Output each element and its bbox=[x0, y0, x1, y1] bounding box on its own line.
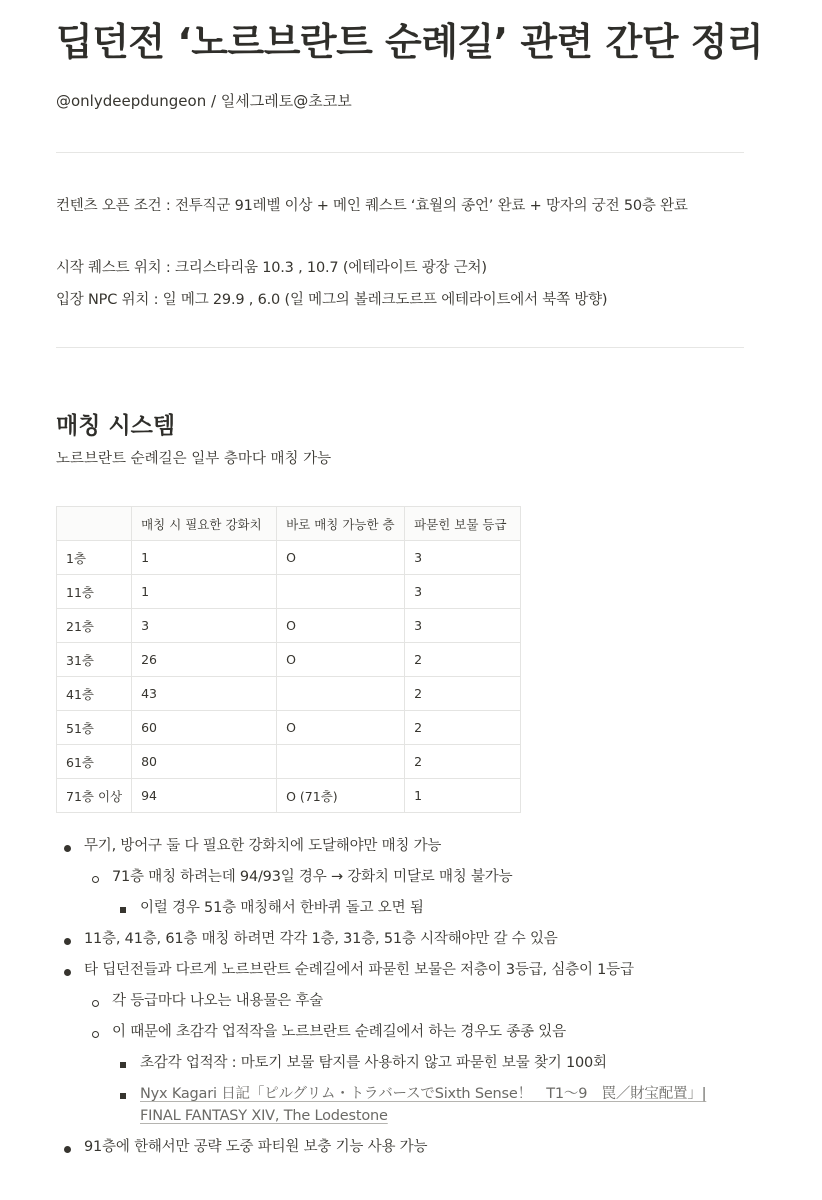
table-cell: 3 bbox=[405, 541, 521, 575]
circle-bullet-icon bbox=[92, 876, 99, 883]
table-cell: 26 bbox=[132, 643, 277, 677]
circle-bullet-icon bbox=[92, 1031, 99, 1038]
table-cell bbox=[277, 575, 405, 609]
table-cell: 3 bbox=[132, 609, 277, 643]
bullet-icon bbox=[64, 845, 71, 852]
list-item-text: 이 때문에 초감각 업적작을 노르브란트 순례길에서 하는 경우도 종종 있음 bbox=[112, 1024, 566, 1040]
table-row bbox=[57, 541, 521, 575]
table-cell bbox=[277, 677, 405, 711]
square-bullet-icon bbox=[120, 1062, 126, 1068]
table-header-cell: 파묻힌 보물 등급 bbox=[405, 507, 521, 541]
table-cell: 60 bbox=[132, 711, 277, 745]
table-cell: 3 bbox=[405, 609, 521, 643]
table-cell: 1 bbox=[405, 779, 521, 813]
document-page bbox=[56, 0, 764, 1163]
divider bbox=[56, 152, 744, 153]
floor-cell: 21층 bbox=[57, 609, 132, 643]
square-bullet-icon bbox=[120, 907, 126, 913]
table-cell: 2 bbox=[405, 643, 521, 677]
floor-cell: 61층 bbox=[57, 745, 132, 779]
section-subtitle: 노르브란트 순례길은 일부 층마다 매칭 가능 bbox=[56, 451, 332, 467]
table-cell: 2 bbox=[405, 745, 521, 779]
list-item bbox=[56, 1079, 744, 1132]
list-item-text: 각 등급마다 나오는 내용물은 후술 bbox=[112, 993, 323, 1009]
table-row bbox=[57, 575, 521, 609]
floor-cell: 71층 이상 bbox=[57, 779, 132, 813]
list-item bbox=[56, 986, 744, 1017]
floor-cell: 11층 bbox=[57, 575, 132, 609]
table-row bbox=[57, 677, 521, 711]
list-item bbox=[56, 862, 744, 924]
floor-cell: 31층 bbox=[57, 643, 132, 677]
table-header-row bbox=[57, 507, 521, 541]
table-cell: 94 bbox=[132, 779, 277, 813]
circle-bullet-icon bbox=[92, 1000, 99, 1007]
page-title: 딥던전 ‘노르브란트 순례길’ 관련 간단 정리 bbox=[56, 20, 764, 64]
floor-cell: 1층 bbox=[57, 541, 132, 575]
open-condition-text: 컨텐츠 오픈 조건 : 전투직군 91레벨 이상 + 메인 퀘스트 ‘효월의 종언’ 완료 + 망자의 궁전 50층 완료 bbox=[56, 198, 688, 214]
author-line: @onlydeepdungeon / 일세그레토@초코보 bbox=[56, 92, 352, 110]
table-row bbox=[57, 711, 521, 745]
square-bullet-icon bbox=[120, 1093, 126, 1099]
list-item-text: 11층, 41층, 61층 매칭 하려면 각각 1층, 31층, 51층 시작해야만 갈 수 있음 bbox=[84, 931, 558, 947]
table-header-cell: 바로 매칭 가능한 층 bbox=[277, 507, 405, 541]
table-cell: 3 bbox=[405, 575, 521, 609]
table-cell: 2 bbox=[405, 711, 521, 745]
table-cell: O bbox=[277, 711, 405, 745]
divider bbox=[56, 347, 744, 348]
table-cell: 43 bbox=[132, 677, 277, 711]
table-row bbox=[57, 609, 521, 643]
bullet-icon bbox=[64, 1146, 71, 1153]
table-cell: O (71층) bbox=[277, 779, 405, 813]
table-header-cell: 매칭 시 필요한 강화치 bbox=[132, 507, 277, 541]
list-item bbox=[56, 1048, 744, 1079]
npc-location-text: 입장 NPC 위치 : 일 메그 29.9 , 6.0 (일 메그의 볼레크도르프 에테라이트에서 북쪽 방향) bbox=[56, 292, 608, 308]
table-cell: O bbox=[277, 643, 405, 677]
notes-list bbox=[56, 831, 744, 1163]
bullet-icon bbox=[64, 938, 71, 945]
list-item-text: 이럴 경우 51층 매칭해서 한바퀴 돌고 오면 됨 bbox=[140, 900, 424, 916]
bullet-icon bbox=[64, 969, 71, 976]
list-item bbox=[56, 1017, 744, 1132]
table-row bbox=[57, 745, 521, 779]
table-row bbox=[57, 779, 521, 813]
list-item-text: 초감각 업적작 : 마토기 보물 탐지를 사용하지 않고 파묻힌 보물 찾기 100회 bbox=[140, 1055, 607, 1071]
floor-cell: 41층 bbox=[57, 677, 132, 711]
list-item bbox=[56, 831, 744, 924]
list-item bbox=[56, 924, 744, 955]
table-cell: 1 bbox=[132, 575, 277, 609]
table-cell bbox=[277, 745, 405, 779]
list-item bbox=[56, 955, 744, 1132]
matching-table bbox=[56, 506, 521, 813]
list-item-text: 91층에 한해서만 공략 도중 파티원 보충 기능 사용 가능 bbox=[84, 1139, 428, 1155]
list-item-text: 71층 매칭 하려는데 94/93일 경우 → 강화치 미달로 매칭 불가능 bbox=[112, 869, 513, 885]
table-cell: 2 bbox=[405, 677, 521, 711]
lodestone-link[interactable]: Nyx Kagari 日記「ピルグリム・トラバースでSixth Sense！ T1〜9 罠／財宝配置」| FINAL FANTASY XIV, The Lodestone bbox=[140, 1086, 707, 1124]
table-row bbox=[57, 643, 521, 677]
list-item-text: 타 딥던전들과 다르게 노르브란트 순례길에서 파묻힌 보물은 저층이 3등급, 심층이 1등급 bbox=[84, 962, 634, 978]
list-item bbox=[56, 1132, 744, 1163]
list-item bbox=[56, 893, 744, 924]
table-header-cell bbox=[57, 507, 132, 541]
section-heading-matching: 매칭 시스템 bbox=[56, 413, 176, 439]
table-cell: 80 bbox=[132, 745, 277, 779]
table-cell: O bbox=[277, 609, 405, 643]
list-item-text: 무기, 방어구 둘 다 필요한 강화치에 도달해야만 매칭 가능 bbox=[84, 838, 442, 854]
floor-cell: 51층 bbox=[57, 711, 132, 745]
table-cell: O bbox=[277, 541, 405, 575]
table-cell: 1 bbox=[132, 541, 277, 575]
start-quest-text: 시작 퀘스트 위치 : 크리스타리움 10.3 , 10.7 (에테라이트 광장 근처) bbox=[56, 260, 487, 276]
